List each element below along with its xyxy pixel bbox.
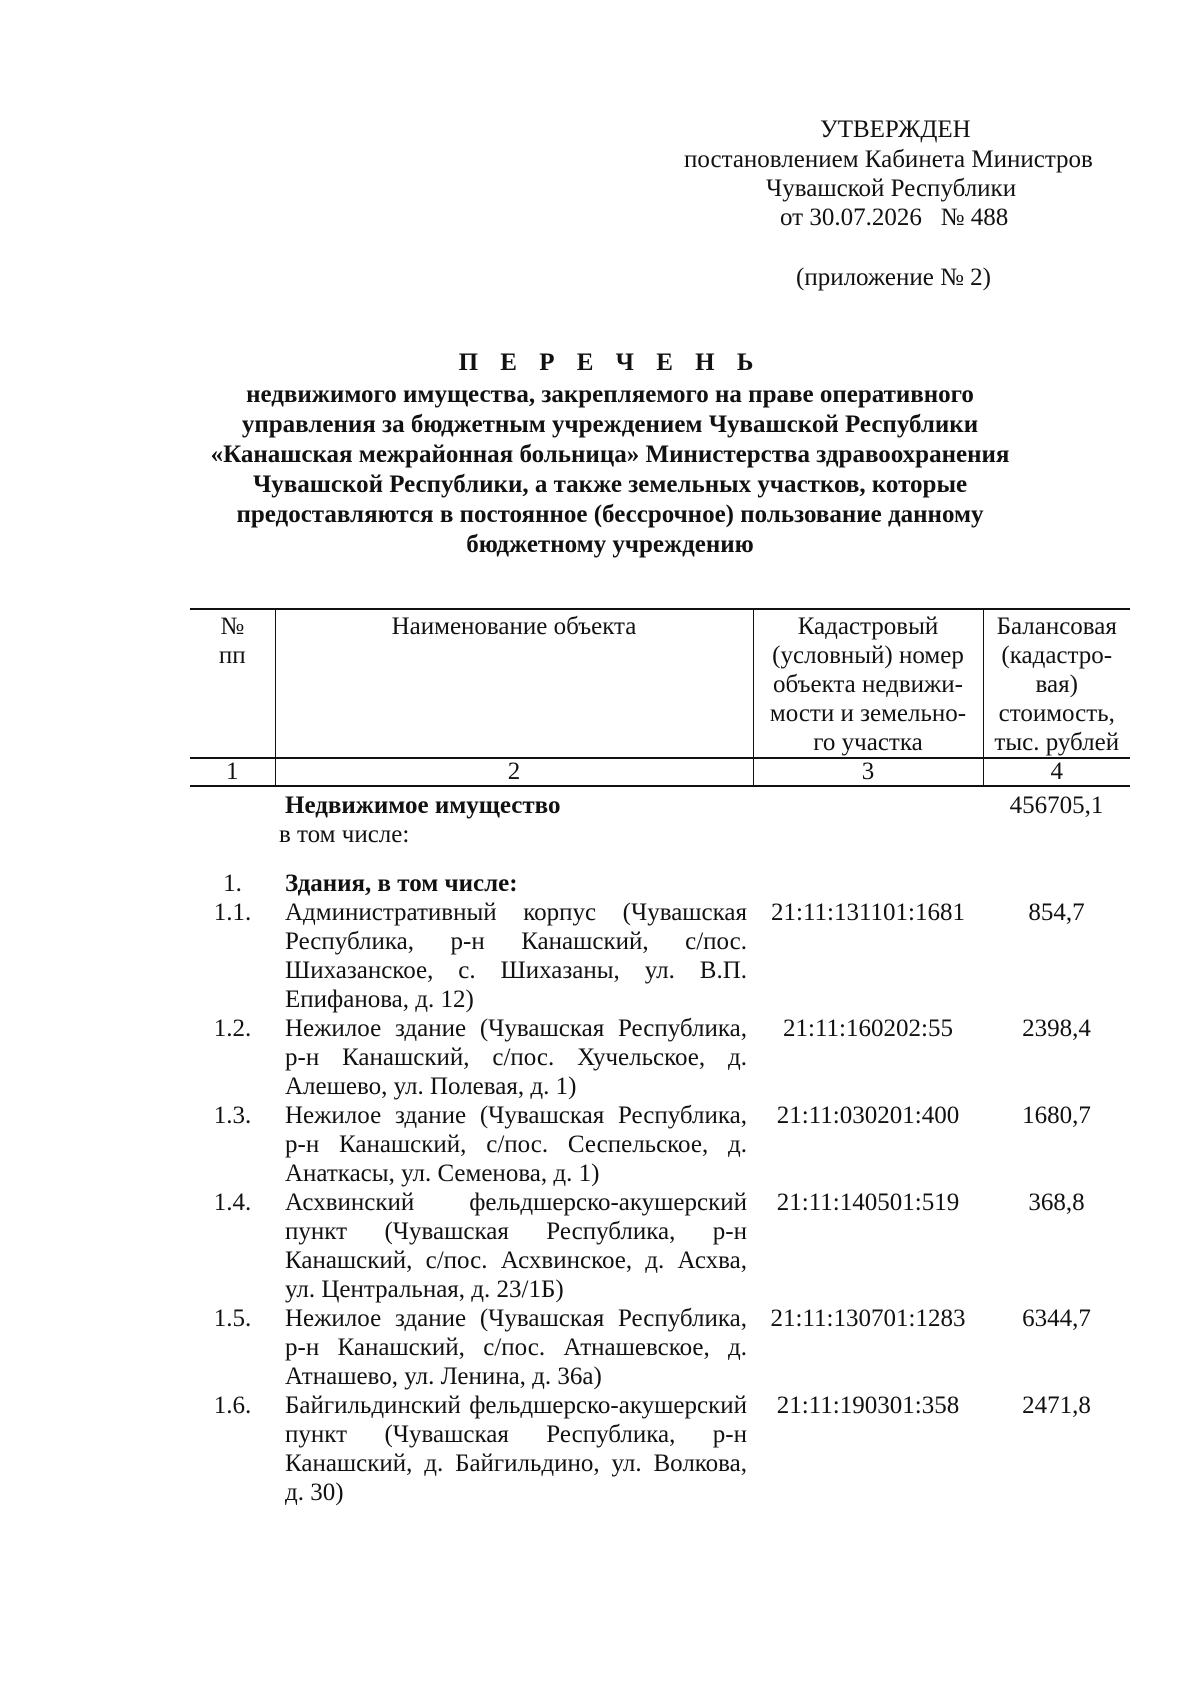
- header-num: № пп: [190, 609, 275, 758]
- section-label: Здания, в том числе:: [285, 870, 518, 897]
- table-header-row: [190, 609, 1130, 758]
- row-cadastral: 21:11:190301:358: [776, 1392, 960, 1419]
- approval-line-approved: УТВЕРЖДЕН: [820, 116, 971, 143]
- total-sublabel: в том числе:: [279, 821, 410, 848]
- row-value: 6344,7: [1022, 1305, 1091, 1332]
- row-name: Байгильдинский фельдшерско-акушерский пункт (Чувашская Республика, р-н Канашский, д. Байгильдино, ул. Волкова, д. 30): [285, 1392, 747, 1506]
- document-title: [160, 348, 1060, 560]
- spacer-row: [190, 849, 1130, 869]
- row-num: 1.1.: [213, 899, 252, 926]
- column-number: 1: [190, 758, 275, 786]
- title-line-4: Чувашской Республики, а также земельных участков, которые: [252, 471, 968, 498]
- row-name: Нежилое здание (Чувашская Республика, р-н Канашский, с/пос. Сеспельское, д. Анаткасы, ул. Семенова, д. 1): [285, 1102, 747, 1187]
- row-cadastral: 21:11:160202:55: [783, 1015, 953, 1042]
- header-cadastral: Кадастровый (условный) номер объекта недвижи- мости и земельно- го участка: [753, 609, 983, 758]
- total-sublabel-row: [190, 820, 1130, 849]
- approval-line-republic: Чувашской Республики: [766, 175, 1017, 202]
- column-number: 2: [275, 758, 753, 786]
- table-row: [190, 898, 1130, 1014]
- row-cadastral: 21:11:030201:400: [776, 1102, 960, 1129]
- table-row: [190, 1188, 1130, 1304]
- row-name: Асхвинский фельдшерско-акушерский пункт (Чувашская Республика, р-н Канашский, с/пос. Асхвинское, д. Асхва, ул. Центральная, д. 23/1Б): [285, 1189, 747, 1303]
- row-name: Нежилое здание (Чувашская Республика, р-н Канашский, с/пос. Атнашевское, д. Атнашево, ул. Ленина, д. 36а): [285, 1305, 747, 1390]
- title-line-3: «Канашская межрайонная больница» Министерства здравоохранения: [210, 441, 1010, 468]
- table-row: [190, 1304, 1130, 1391]
- row-value: 1680,7: [1022, 1102, 1091, 1129]
- row-num: 1.5.: [213, 1305, 252, 1332]
- title-line-6: бюджетному учреждению: [466, 531, 754, 558]
- property-table: [190, 608, 1130, 1507]
- row-name: Нежилое здание (Чувашская Республика, р-н Канашский, с/пос. Хучельское, д. Алешево, ул. Полевая, д. 1): [285, 1015, 747, 1100]
- row-cadastral: 21:11:140501:519: [776, 1189, 960, 1216]
- appendix-label: (приложение № 2): [796, 264, 992, 291]
- total-row: [190, 786, 1130, 820]
- column-number: 4: [983, 758, 1130, 786]
- section-num: 1.: [223, 870, 242, 897]
- approval-line-decree: постановлением Кабинета Министров: [684, 146, 1093, 173]
- table-row: [190, 1014, 1130, 1101]
- total-value: 456705,1: [1009, 792, 1104, 819]
- approval-line-date-number: от 30.07.2026 № 488: [780, 204, 1009, 231]
- row-num: 1.2.: [213, 1015, 252, 1042]
- column-number-row: [190, 758, 1130, 786]
- title-line-5: предоставляются в постоянное (бессрочное) пользование данному: [236, 501, 984, 528]
- row-cadastral: 21:11:130701:1283: [770, 1305, 966, 1332]
- table-row: [190, 1101, 1130, 1188]
- row-num: 1.4.: [213, 1189, 252, 1216]
- row-value: 2398,4: [1022, 1015, 1091, 1042]
- row-num: 1.3.: [213, 1102, 252, 1129]
- row-value: 368,8: [1028, 1189, 1085, 1216]
- section-row: [190, 869, 1130, 898]
- title-line-2: управления за бюджетным учреждением Чувашской Республики: [241, 411, 979, 438]
- header-value: Балансовая (кадастро- вая) стоимость, тыс. рублей: [983, 609, 1130, 758]
- title-heading: П Е Р Е Ч Е Н Ь: [458, 349, 762, 376]
- column-number: 3: [753, 758, 983, 786]
- row-value: 854,7: [1028, 899, 1085, 926]
- row-name: Административный корпус (Чувашская Республика, р-н Канашский, с/пос. Шихазанское, с. Шихазаны, ул. В.П. Епифанова, д. 12): [285, 899, 747, 1013]
- table-row: [190, 1391, 1130, 1507]
- row-num: 1.6.: [213, 1392, 252, 1419]
- header-name: Наименование объекта: [275, 609, 753, 758]
- total-label: Недвижимое имущество: [285, 792, 561, 819]
- row-value: 2471,8: [1022, 1392, 1091, 1419]
- row-cadastral: 21:11:131101:1681: [771, 899, 965, 926]
- title-line-1: недвижимого имущества, закрепляемого на праве оперативного: [246, 381, 974, 408]
